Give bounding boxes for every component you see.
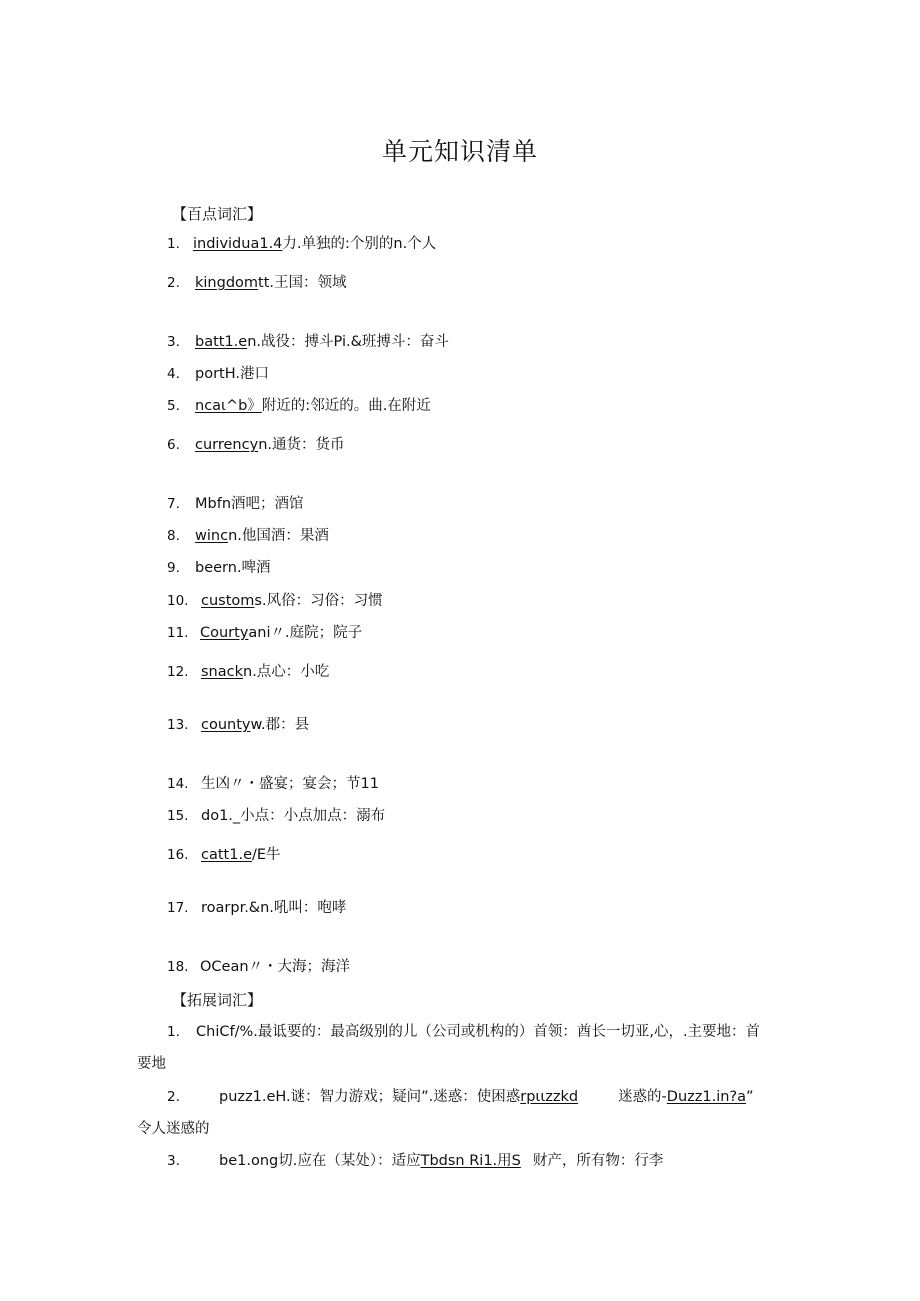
definition: beern.啤酒: [195, 560, 271, 576]
headword: Duzz1.in?a: [666, 1089, 747, 1105]
headword: catt1.e: [201, 847, 252, 863]
item-number: 6.: [167, 437, 180, 453]
headword: batt1.e: [195, 334, 248, 350]
headword: winc: [195, 528, 229, 544]
definition: Mbfn酒吧；酒馆: [195, 496, 304, 512]
definition: puzz1.eH.谜：智力游戏；疑问”.迷惑：使困惑: [219, 1089, 521, 1105]
headword: Tbdsn Ri1.用S: [420, 1153, 521, 1169]
item-number: 1.: [167, 236, 180, 252]
definition: 生凶〃・盛宴；宴会；节11: [201, 776, 379, 792]
definition: be1.ong切.应在（某处）：适应: [219, 1153, 421, 1169]
item-number: 8.: [167, 528, 180, 544]
item-number: 10.: [167, 593, 189, 609]
headword: rpιιzzkd: [520, 1089, 579, 1105]
item-number: 5.: [167, 398, 180, 414]
item-number: 12.: [167, 664, 189, 680]
definition: w.郡：县: [250, 717, 310, 733]
definition-continued: 令人迷感的: [137, 1121, 210, 1137]
definition: ani〃.庭院；院子: [248, 625, 363, 641]
headword: Courty: [200, 625, 249, 641]
definition: n.战役：搏斗Pi.&班搏斗：奋斗: [247, 334, 449, 350]
definition: ChiCf/%.最诋要的：最高级别的儿（公司或机构的）首领：酋长一切亚,心，.主要地：首: [196, 1024, 761, 1040]
item-number: 1.: [167, 1024, 180, 1040]
definition: roarpr.&n.吼叫：咆哮: [201, 900, 347, 916]
definition: n.通货：货币: [258, 437, 345, 453]
definition: ”: [746, 1089, 754, 1105]
item-number: 2.: [167, 275, 180, 291]
headword: snack: [201, 664, 243, 680]
definition: 力.单独的:个别的n.个人: [282, 236, 437, 252]
headword: currency: [195, 437, 259, 453]
headword: kingdom: [195, 275, 259, 291]
definition: 附近的:邻近的。曲.在附近: [261, 398, 431, 414]
item-number: 17.: [167, 900, 189, 916]
item-number: 3.: [167, 334, 180, 350]
headword: county: [201, 717, 251, 733]
item-number: 15.: [167, 808, 189, 824]
definition: do1._小点：小点加点：溺布: [201, 808, 386, 824]
page-title: 单元知识清单: [381, 137, 538, 166]
section-heading-core-vocabulary: 【百点词汇】: [172, 205, 263, 223]
item-number: 3.: [167, 1153, 180, 1169]
item-number: 7.: [167, 496, 180, 512]
definition: n.他国酒：果酒: [228, 528, 329, 544]
definition: n.点心：小吃: [243, 664, 330, 680]
definition: 迷惑的-: [618, 1089, 667, 1105]
item-number: 16.: [167, 847, 189, 863]
definition-continued: 要地: [137, 1056, 166, 1072]
item-number: 18.: [167, 959, 189, 975]
headword: custom: [201, 593, 255, 609]
item-number: 14.: [167, 776, 189, 792]
section-heading-extended-vocabulary: 【拓展词汇】: [172, 991, 263, 1009]
item-number: 13.: [167, 717, 189, 733]
definition: portH.港口: [195, 366, 269, 382]
definition: /E牛: [251, 847, 281, 863]
definition: s.风俗：习俗：习惯: [254, 593, 383, 609]
headword: individua1.4: [193, 236, 283, 252]
item-number: 2.: [167, 1089, 180, 1105]
item-number: 9.: [167, 560, 180, 576]
headword: ncaι^b》: [195, 398, 262, 414]
definition: OCean〃・大海；海洋: [200, 959, 351, 975]
item-number: 4.: [167, 366, 180, 382]
item-number: 11.: [167, 625, 189, 641]
definition: tt.王国：领域: [258, 275, 347, 291]
definition: 财产，所有物：行李: [532, 1153, 664, 1169]
